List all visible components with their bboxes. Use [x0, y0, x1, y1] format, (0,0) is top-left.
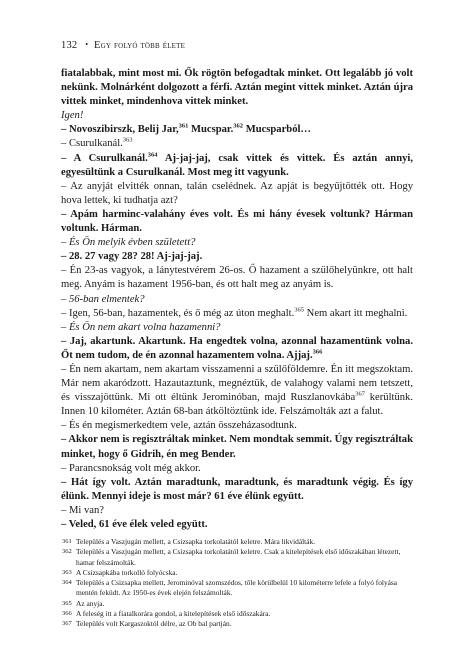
paragraph [61, 307, 413, 321]
paragraph-text: – És én megismerkedtem vele, aztán összeházasodtunk. [61, 420, 297, 432]
running-header [61, 40, 185, 51]
paragraph [61, 462, 413, 476]
paragraph-text: – Hát így volt. Aztán maradtunk, maradtunk, és maradtunk végig. És így élünk. Mennyi ideje is most már? 61 éve élünk együtt. [61, 476, 413, 502]
footnote [61, 578, 413, 599]
paragraph-text: – Igen, 56-ban, hazamentek, és ő még az úton meghalt. [61, 307, 295, 319]
paragraph [61, 123, 413, 137]
paragraph [61, 321, 413, 335]
paragraph-text: fiatalabbak, mint most mi. Ők rögtön befogadtak minket. Ott legalább jó volt nekünk. Molnárként dolgozott a férfi. Aztán megint vittek minket. Aztán újra vittek minket, mindenhova vittek minket. [61, 68, 413, 108]
paragraph-text: Nem akart itt meghalni. [304, 307, 408, 319]
footnote [61, 568, 413, 578]
running-title: Egy folyó több élete [94, 40, 186, 51]
body-text [61, 67, 413, 532]
footnote-ref: 364 [147, 151, 158, 159]
paragraph-text: – Akkor nem is regisztráltak minket. Nem mondtak semmit. Úgy regisztráltak minket, hogy ő Gidrih, én meg Bender. [61, 434, 413, 460]
paragraph-text: – Csurulkanál. [61, 138, 123, 150]
paragraph-text: – Parancsnokság volt még akkor. [61, 462, 201, 474]
footnote-ref: 361 [178, 122, 189, 130]
footnote-ref: 362 [233, 122, 244, 130]
paragraph-text: – Novoszibirszk, Belij Jar, [61, 124, 179, 136]
footnote [61, 619, 413, 629]
paragraph-text: – Mi van? [61, 504, 104, 516]
paragraph [61, 433, 413, 461]
paragraph-text: – Én nem akartam, nem akartam visszamenni a szülőföldemre. Én itt megszoktam. Már nem akaródzott. Hazautaztunk, megnéztük, de valahogy valami nem tetszett, és visszajöttünk. Mi ott éltünk Jerominóban, majd Ruszlanovkába [61, 363, 413, 404]
paragraph-text: kerültünk. Innen 10 kilométer. Aztán 68-ban átköltöztünk ide. Felszámolták azt a falut. [61, 392, 413, 418]
paragraph [61, 504, 413, 518]
paragraph [61, 137, 413, 151]
footnote-number: 361 [62, 538, 72, 545]
footnotes [61, 537, 413, 630]
paragraph-text: – A Csurulkanál. [61, 152, 148, 164]
paragraph-text: – És Ön nem akart volna hazamenni? [61, 321, 221, 333]
paragraph-text: Igen! [61, 110, 84, 122]
footnote [61, 599, 413, 609]
footnote-number: 365 [62, 599, 72, 607]
header-separator: • [85, 40, 89, 49]
footnote-ref: 366 [312, 348, 323, 356]
paragraph-text: – Az anyját elvitték onnan, talán cselédnek. Az apját is begyűjtötték ott. Hogy hova lettek, ki tudhatja azt? [61, 180, 413, 206]
paragraph [61, 264, 413, 292]
footnote-text: A feleség itt a fiatalkorára gondol, a kitelepítések első időszakára. [76, 609, 271, 619]
footnote-ref: 363 [122, 136, 133, 144]
footnote [61, 547, 413, 568]
footnote-text: Település a Vaszjugán mellett, a Csizsapka torkolatától keletre. Csak a kitelepítések első időszakában létezett, hamar felszámolták. [76, 547, 401, 567]
paragraph [61, 476, 413, 504]
footnote-ref: 367 [355, 390, 365, 398]
paragraph [61, 293, 413, 307]
footnote-text: Település volt Kargaszoktól délre, az Ob bal partján. [76, 619, 232, 629]
footnote-text: Az anyja. [76, 598, 105, 608]
paragraph-text: – Veled, 61 éve élek veled együtt. [61, 519, 208, 530]
paragraph-text: – Én 23-as vagyok, a lánytestvérem 26-os. Ő hazament a szülőhelyünkre, ott halt meg. Anyám is hazament 1956-ban, és ott halt meg az anyám is. [61, 265, 413, 291]
paragraph-text: – És Ön melyik évben született? [61, 237, 196, 249]
footnote-text: Település a Csizsapka mellett, Jerominóval szomszédos, tőle körülbelül 10 kilométerre lefele a folyó folyása mentén feküdt. Az 1950-es évek elején felszámolták. [76, 578, 398, 598]
paragraph [61, 335, 413, 363]
paragraph-text: Mucspar. [188, 124, 234, 136]
footnote-number: 362 [62, 548, 72, 556]
footnote [61, 537, 413, 547]
footnote-text: Település a Vaszjugán mellett, a Csizsapka torkolatától keletre. Mára likvidálták. [76, 537, 316, 546]
footnote-number: 367 [62, 620, 72, 628]
paragraph-text: – 56-ban elmentek? [61, 293, 145, 305]
paragraph-text: – Apám harminc-valahány éves volt. És mi hány évesek voltunk? Hárman voltunk. Hárman. [61, 208, 413, 235]
footnote-number: 366 [62, 610, 72, 618]
footnote-number: 363 [62, 568, 72, 576]
paragraph-text: Mucsparból… [243, 124, 312, 136]
footnote [61, 609, 413, 619]
footnote-ref: 365 [294, 306, 305, 314]
paragraph [61, 236, 413, 250]
paragraph [61, 109, 413, 123]
paragraph [61, 180, 413, 208]
paragraph [61, 518, 413, 532]
paragraph [61, 152, 413, 180]
paragraph [61, 67, 413, 109]
paragraph-text: Aj-jaj-jaj, csak vittek és vittek. És aztán annyi, egyesültünk a Csurulkanál. Most meg itt vagyunk. [61, 152, 413, 178]
paragraph [61, 363, 413, 419]
paragraph-text: – Jaj, akartunk. Akartunk. Ha engedtek volna, azonnal hazamentünk volna. Őt nem tudom, de én azonnal hazamentem volna. Ajjaj. [61, 335, 413, 361]
page-number: 132 [61, 40, 78, 51]
footnote-text: A Csizsapkába torkolló folyócska. [76, 567, 178, 577]
footnote-number: 364 [62, 579, 72, 587]
paragraph-text: – 28. 27 vagy 28? 28! Aj-jaj-jaj. [61, 251, 203, 263]
paragraph [61, 208, 413, 236]
paragraph [61, 419, 413, 433]
paragraph [61, 250, 413, 264]
